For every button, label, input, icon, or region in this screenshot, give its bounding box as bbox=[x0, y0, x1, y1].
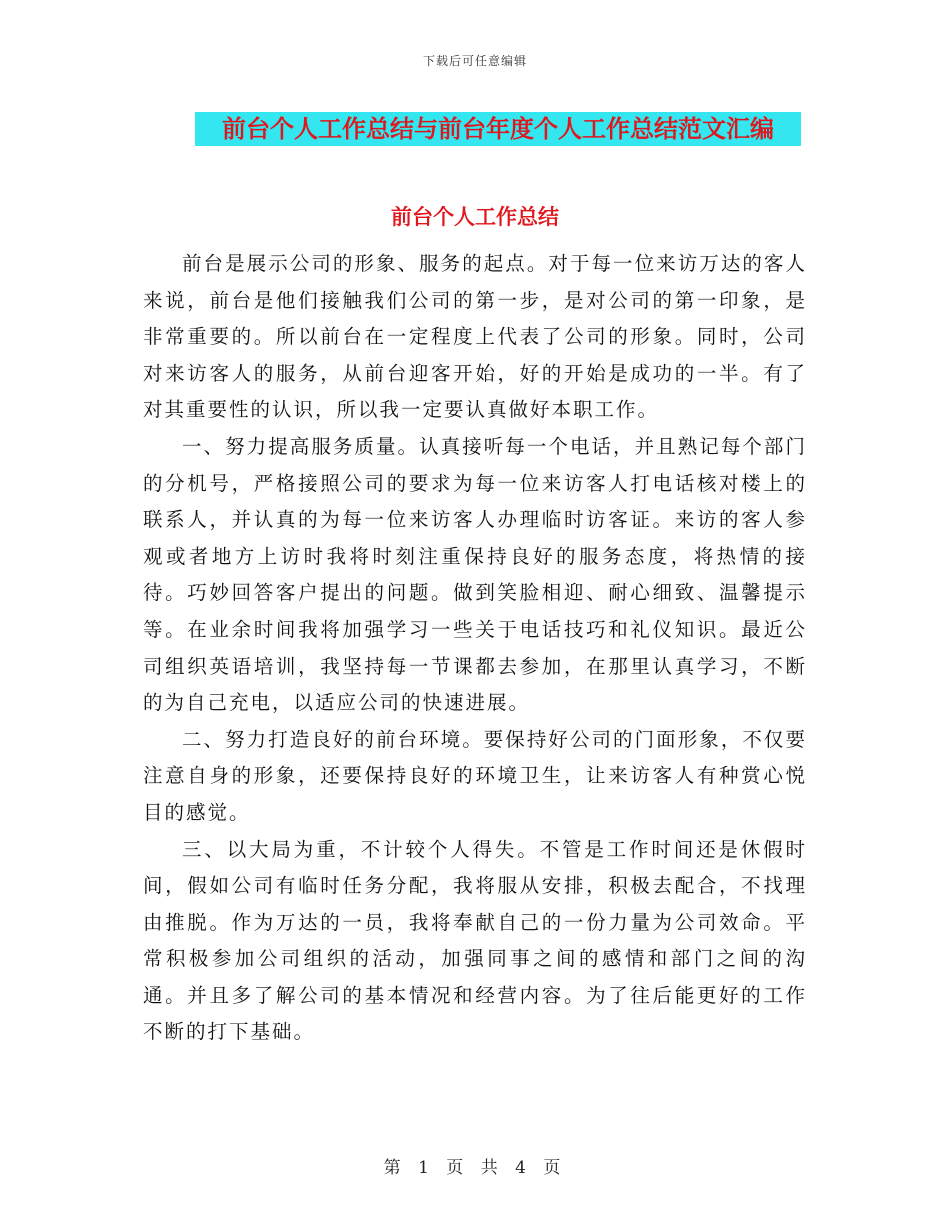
paragraph-intro: 前台是展示公司的形象、服务的起点。对于每一位来访万达的客人来说，前台是他们接触我们公司的第一步，是对公司的第一印象，是非常重要的。所以前台在一定程度上代表了公司的形象。同时，公司对来访客人的服务，从前台迎客开始，好的开始是成功的一半。有了对其重要性的认识，所以我一定要认真做好本职工作。 bbox=[143, 252, 807, 422]
document-body bbox=[143, 246, 807, 1051]
paragraph-environment: 二、努力打造良好的前台环境。要保持好公司的门面形象，不仅要注意自身的形象，还要保持良好的环境卫生，让来访客人有种赏心悦目的感觉。 bbox=[143, 727, 807, 824]
section-title: 前台个人工作总结 bbox=[391, 205, 559, 229]
paragraph-teamwork: 三、以大局为重，不计较个人得失。不管是工作时间还是休假时间，假如公司有临时任务分配，我将服从安排，积极去配合，不找理由推脱。作为万达的一员，我将奉献自己的一份力量为公司效命。平常积极参加公司组织的活动，加强同事之间的感情和部门之间的沟通。并且多了解公司的基本情况和经营内容。为了往后能更好的工作不断的打下基础。 bbox=[143, 837, 807, 1044]
page-number: 第 1 页 共 4 页 bbox=[383, 1158, 567, 1178]
document-title: 前台个人工作总结与前台年度个人工作总结范文汇编 bbox=[195, 112, 801, 146]
paragraph-service-quality: 一、努力提高服务质量。认真接听每一个电话，并且熟记每个部门的分机号，严格接照公司的要求为每一位来访客人打电话核对楼上的联系人，并认真的为每一位来访客人办理临时访客证。来访的客人参观或者地方上访时我将时刻注重保持良好的服务态度，将热情的接待。巧妙回答客户提出的问题。做到笑脸相迎、耐心细致、温馨提示等。在业余时间我将加强学习一些关于电话技巧和礼仪知识。最近公司组织英语培训，我坚持每一节课都去参加，在那里认真学习，不断的为自己充电，以适应公司的快速进展。 bbox=[143, 434, 807, 715]
header-note: 下载后可任意编辑 bbox=[422, 54, 527, 68]
